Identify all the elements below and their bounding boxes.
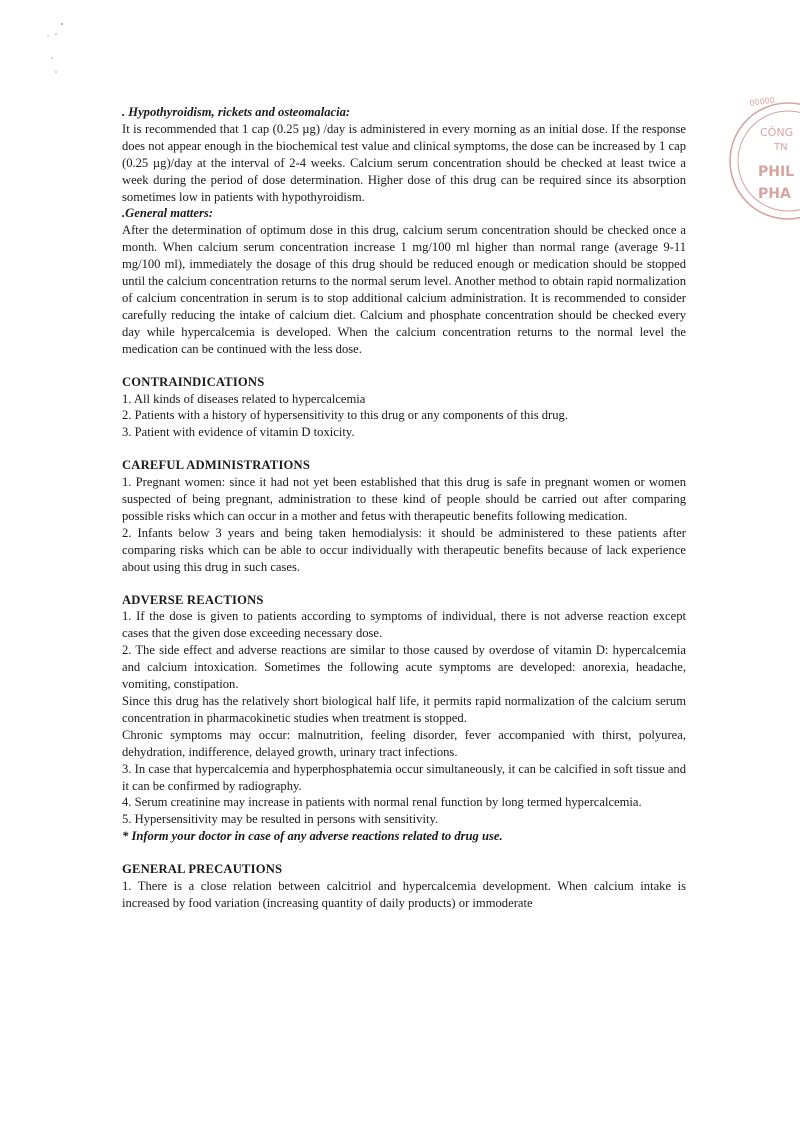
general-precautions-text: 1. There is a close relation between calcitriol and hypercalcemia development. When calcium intake is increased by food variation (increasing quantity of daily products) or immoderate (122, 879, 686, 910)
general-matters-text: After the determination of optimum dose in this drug, calcium serum concentration should be checked once a month. When calcium serum concentration increase 1 mg/100 ml higher than normal range (average 9-11 mg/100 ml), immediately the dosage of this drug should be reduced enough or medication should be stopped until the calcium concentration returns to the normal serum level. Another method to obtain rapid normalization of calcium concentration in serum is to stop additional calcium administration. It is recommended to consider carefully reducing the intake of calcium diet. Calcium and phosphate concentration should be checked every day while hypercalcemia is developed. When the calcium concentration returns to the normal level the medication can be continued with the less dose. (122, 223, 686, 356)
adverse-item: 1. If the dose is given to patients according to symptoms of individual, there is not adverse reaction except cases that the given dose exceeding necessary dose. (122, 609, 686, 641)
stamp-line-1: CÔNG (760, 126, 794, 139)
adverse-item: Chronic symptoms may occur: malnutrition, feeling disorder, fever accompanied with thirst, polyurea, dehydration, indifference, delayed growth, urinary tract infections. (122, 727, 686, 759)
contraindications-heading: CONTRAINDICATIONS (122, 374, 265, 389)
hypothyroidism-text: It is recommended that 1 cap (0.25 µg) /day is administered in every morning as an initial dose. If the response does not appear enough in the biochemical test value and clinical symptoms, the dose can be increased by 1 cap (0.25 µg)/day at the interval of 2-4 weeks. Calcium serum concentration should be checked at least twice a week during the period of dose determination. Higher dose of this drug can be required since its absorption sometimes low in patients with hypothyroidism. (122, 121, 686, 204)
official-stamp (728, 86, 800, 236)
adverse-item: 5. Hypersensitivity may be resulted in persons with sensitivity. (122, 812, 439, 827)
adverse-item: 4. Serum creatinine may increase in patients with normal renal function by long termed hypercalcemia. (122, 795, 642, 810)
stamp-line-2: TN (774, 142, 788, 153)
adverse-reactions-heading: ADVERSE REACTIONS (122, 592, 264, 607)
svg-text:00000: 00000 (749, 95, 776, 108)
contraindication-item: 2. Patients with a history of hypersensitivity to this drug or any components of this drug. (122, 408, 568, 423)
adverse-item: 2. The side effect and adverse reactions are similar to those caused by overdose of vitamin D: hypercalcemia and calcium intoxication. Sometimes the following acute symptoms are developed: anorexia, headache, vomiting, constipation. (122, 643, 686, 692)
contraindication-item: 3. Patient with evidence of vitamin D toxicity. (122, 425, 355, 440)
careful-item: 2. Infants below 3 years and being taken hemodialysis: it should be administered to these patients after comparing risks which can be able to occur individually with therapeutic benefits because of lack experience about using this drug in such cases. (122, 525, 686, 574)
general-matters-heading: .General matters: (122, 206, 213, 221)
contraindication-item: 1. All kinds of diseases related to hypercalcemia (122, 391, 366, 406)
careful-administrations-heading: CAREFUL ADMINISTRATIONS (122, 458, 311, 473)
document-page (122, 104, 686, 912)
adverse-item: 3. In case that hypercalcemia and hyperphosphatemia occur simultaneously, it can be calcified in soft tissue and it can be confirmed by radiography. (122, 761, 686, 793)
adverse-item: Since this drug has the relatively short biological half life, it permits rapid normalization of the calcium serum concentration in pharmacokinetic studies when treatment is stopped. (122, 694, 686, 725)
scan-specks (30, 20, 80, 90)
general-precautions-heading: GENERAL PRECAUTIONS (122, 862, 283, 877)
hypothyroidism-heading: . Hypothyroidism, rickets and osteomalacia: (122, 105, 351, 119)
careful-item: 1. Pregnant women: since it had not yet been established that this drug is safe in pregnant women or women suspected of being pregnant, administration to these kind of people should be carried out after comparing possible risks which can occur in a mother and fetus with therapeutic benefits following medication. (122, 475, 686, 523)
stamp-line-3: PHIL (758, 164, 795, 180)
stamp-line-4: PHA (758, 186, 791, 202)
adverse-notice: * Inform your doctor in case of any adverse reactions related to drug use. (122, 829, 503, 844)
